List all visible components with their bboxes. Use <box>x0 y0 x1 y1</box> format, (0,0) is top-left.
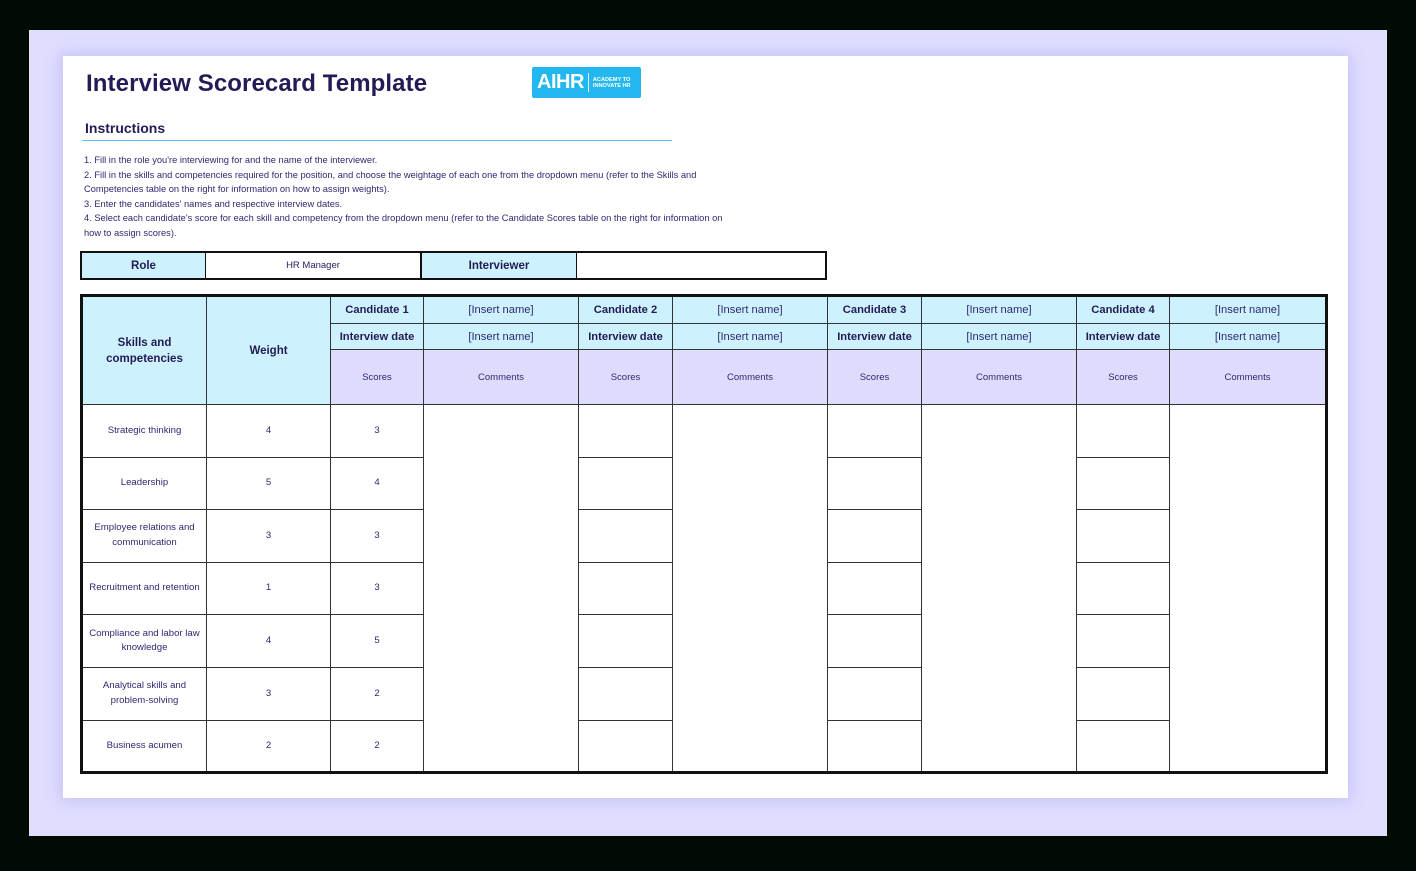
candidate-4-date-label: Interview date <box>1077 324 1170 350</box>
table-row <box>82 405 1327 458</box>
skills-header: Skills and competencies <box>82 296 207 405</box>
logo-brand: AIHR <box>537 71 584 93</box>
logo-divider <box>588 73 589 92</box>
candidate-1-score-cell[interactable]: 5 <box>331 615 424 668</box>
skill-cell[interactable]: Leadership <box>82 457 207 510</box>
logo-tagline-line2: INNOVATE HR <box>592 82 631 89</box>
candidate-3-date[interactable]: [Insert name] <box>922 324 1077 350</box>
candidate-1-name[interactable]: [Insert name] <box>424 296 579 324</box>
candidate-4-score-cell[interactable] <box>1077 667 1170 720</box>
role-field[interactable]: HR Manager <box>206 253 422 278</box>
instruction-1: 1. Fill in the role you're interviewing for and the name of the interviewer. <box>84 155 378 165</box>
candidate-3-comments-cell[interactable] <box>922 405 1077 773</box>
candidate-1-score-cell[interactable]: 2 <box>331 667 424 720</box>
instruction-2: 2. Fill in the skills and competencies required for the position, and choose the weightage of each one from the dropdown menu (refer to the Skills and Competencies table on the right for information on how to assign weights). <box>84 169 699 195</box>
candidate-1-comments-header: Comments <box>424 350 579 405</box>
candidate-1-comments-cell[interactable] <box>424 405 579 773</box>
candidate-4-score-cell[interactable] <box>1077 405 1170 458</box>
candidate-2-score-cell[interactable] <box>579 457 673 510</box>
skill-cell[interactable]: Recruitment and retention <box>82 562 207 615</box>
candidate-2-name[interactable]: [Insert name] <box>673 296 828 324</box>
candidate-3-name[interactable]: [Insert name] <box>922 296 1077 324</box>
candidate-3-score-cell[interactable] <box>828 720 922 773</box>
candidate-4-comments-header: Comments <box>1170 350 1327 405</box>
candidate-4-score-cell[interactable] <box>1077 720 1170 773</box>
candidate-1-score-cell[interactable]: 3 <box>331 510 424 563</box>
weight-cell[interactable]: 4 <box>207 615 331 668</box>
candidate-2-score-cell[interactable] <box>579 405 673 458</box>
instruction-4: 4. Select each candidate's score for each skill and competency from the dropdown menu (refer to the Candidate Scores table on the right for information on how to assign scores). <box>84 213 726 238</box>
skill-cell[interactable]: Employee relations and communication <box>82 510 207 563</box>
candidate-1-score-cell[interactable]: 3 <box>331 562 424 615</box>
candidate-2-comments-header: Comments <box>673 350 828 405</box>
candidate-2-date[interactable]: [Insert name] <box>673 324 828 350</box>
candidate-2-comments-cell[interactable] <box>673 405 828 773</box>
candidate-1-date-label: Interview date <box>331 324 424 350</box>
candidate-4-score-cell[interactable] <box>1077 562 1170 615</box>
page-title: Interview Scorecard Template <box>86 70 428 97</box>
candidate-1-scores-header: Scores <box>331 350 424 405</box>
candidate-2-score-cell[interactable] <box>579 510 673 563</box>
instructions-heading: Instructions <box>85 120 166 136</box>
candidate-4-scores-header: Scores <box>1077 350 1170 405</box>
candidate-3-score-cell[interactable] <box>828 510 922 563</box>
candidate-2-score-cell[interactable] <box>579 615 673 668</box>
candidate-3-comments-header: Comments <box>922 350 1077 405</box>
skill-cell[interactable]: Business acumen <box>82 720 207 773</box>
candidate-4-score-cell[interactable] <box>1077 457 1170 510</box>
candidate-2-score-cell[interactable] <box>579 720 673 773</box>
logo-tagline <box>593 77 631 89</box>
candidate-3-label: Candidate 3 <box>828 296 922 324</box>
weight-cell[interactable]: 3 <box>207 510 331 563</box>
candidate-3-score-cell[interactable] <box>828 562 922 615</box>
instructions-list <box>84 153 734 241</box>
weight-cell[interactable]: 2 <box>207 720 331 773</box>
candidate-4-comments-cell[interactable] <box>1170 405 1327 773</box>
instructions-divider <box>82 140 672 141</box>
candidate-3-date-label: Interview date <box>828 324 922 350</box>
role-label: Role <box>82 253 206 278</box>
aihr-logo <box>532 67 641 98</box>
candidate-3-score-cell[interactable] <box>828 667 922 720</box>
candidate-3-score-cell[interactable] <box>828 615 922 668</box>
skill-cell[interactable]: Strategic thinking <box>82 405 207 458</box>
candidate-4-name[interactable]: [Insert name] <box>1170 296 1327 324</box>
instruction-3: 3. Enter the candidates' names and respective interview dates. <box>84 198 343 209</box>
weight-header: Weight <box>207 296 331 405</box>
scorecard-table <box>80 294 1328 774</box>
candidate-4-label: Candidate 4 <box>1077 296 1170 324</box>
weight-cell[interactable]: 1 <box>207 562 331 615</box>
candidate-2-date-label: Interview date <box>579 324 673 350</box>
interviewer-label: Interviewer <box>422 253 577 278</box>
skill-cell[interactable]: Analytical skills and problem-solving <box>82 667 207 720</box>
candidate-4-date[interactable]: [Insert name] <box>1170 324 1327 350</box>
candidate-4-score-cell[interactable] <box>1077 510 1170 563</box>
candidate-3-score-cell[interactable] <box>828 457 922 510</box>
candidate-1-date[interactable]: [Insert name] <box>424 324 579 350</box>
logo-tagline-line1: ACADEMY TO <box>592 76 631 83</box>
candidate-2-score-cell[interactable] <box>579 562 673 615</box>
skill-cell[interactable]: Compliance and labor law knowledge <box>82 615 207 668</box>
candidate-4-score-cell[interactable] <box>1077 615 1170 668</box>
candidate-3-scores-header: Scores <box>828 350 922 405</box>
interviewer-field[interactable] <box>577 253 825 278</box>
candidate-1-score-cell[interactable]: 2 <box>331 720 424 773</box>
candidate-1-score-cell[interactable]: 3 <box>331 405 424 458</box>
candidate-1-label: Candidate 1 <box>331 296 424 324</box>
weight-cell[interactable]: 5 <box>207 457 331 510</box>
candidate-1-score-cell[interactable]: 4 <box>331 457 424 510</box>
role-interviewer-bar <box>80 251 827 280</box>
candidate-2-scores-header: Scores <box>579 350 673 405</box>
candidate-3-score-cell[interactable] <box>828 405 922 458</box>
candidate-2-score-cell[interactable] <box>579 667 673 720</box>
weight-cell[interactable]: 3 <box>207 667 331 720</box>
candidate-2-label: Candidate 2 <box>579 296 673 324</box>
weight-cell[interactable]: 4 <box>207 405 331 458</box>
